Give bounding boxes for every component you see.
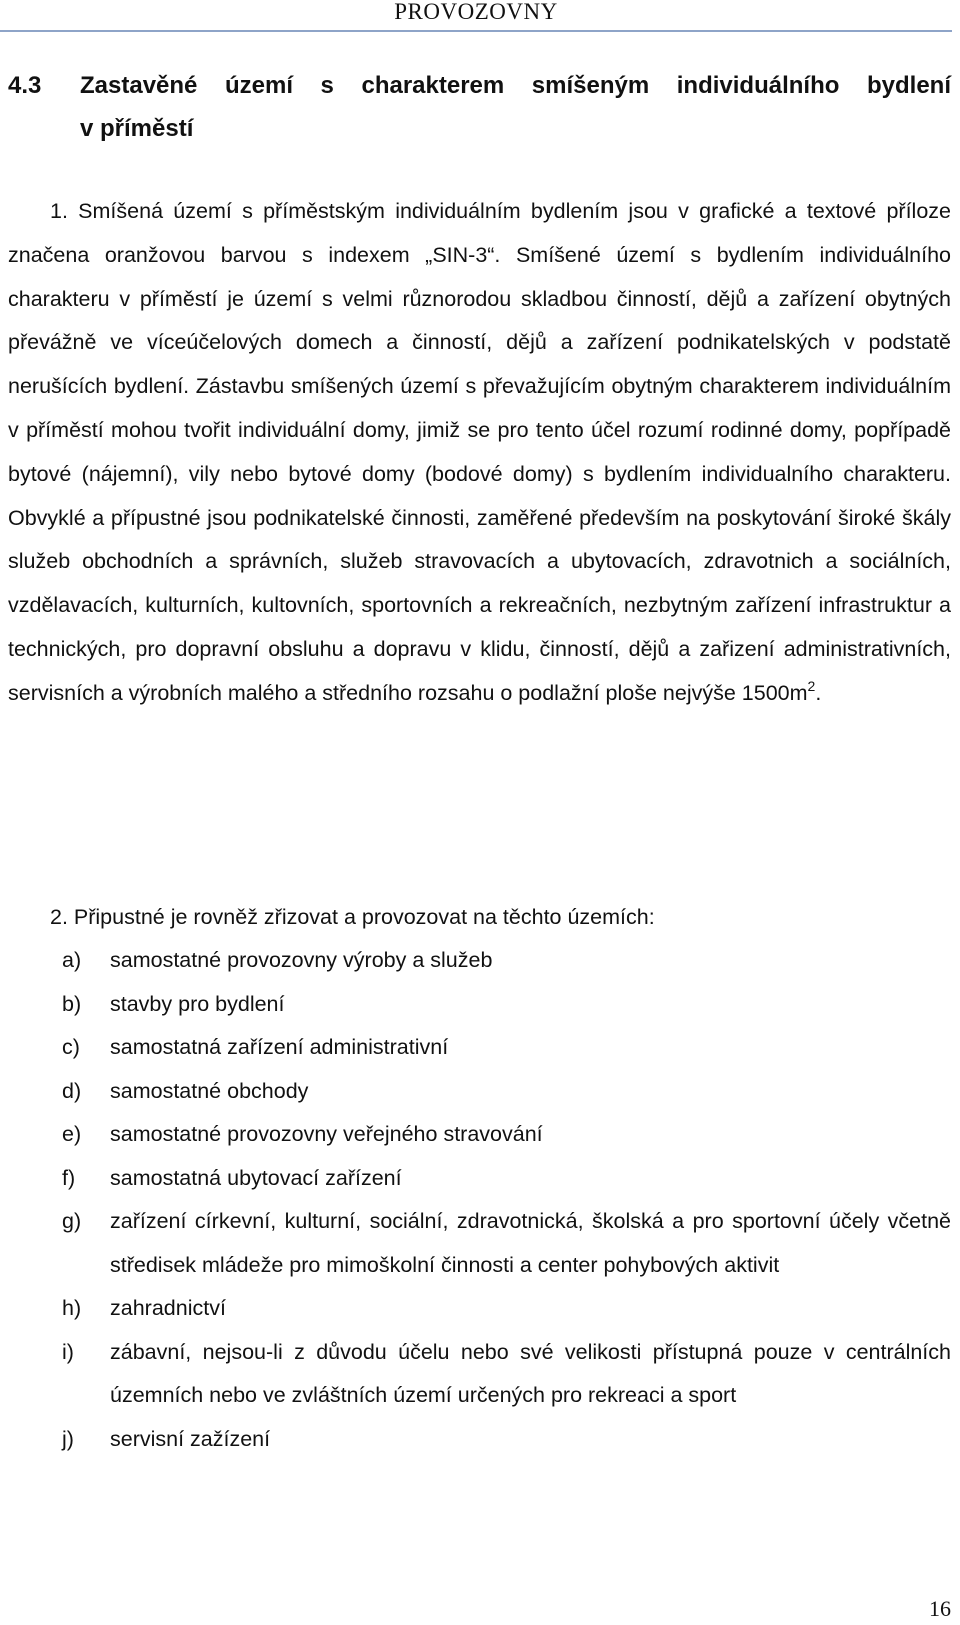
permitted-uses-list — [62, 939, 951, 1461]
list-item-label: e) — [62, 1122, 82, 1146]
list-item-text: samostatné provozovny veřejného stravování — [110, 1122, 543, 1146]
paragraph-2-intro: 2. Připustné je rovněž zřizovat a provozovat na těchto územích: — [50, 905, 655, 929]
list-item-label: d) — [62, 1078, 82, 1103]
list-item — [62, 1070, 951, 1114]
list-item-label: g) — [62, 1209, 82, 1233]
list-item-text: samostatné provozovny výroby a služeb — [110, 948, 493, 972]
list-item-text: zahradnictví — [110, 1296, 226, 1320]
list-item-label: a) — [62, 948, 82, 972]
section-title-line2: v příměstí — [80, 115, 194, 142]
header-title: PROVOZOVNY — [394, 0, 558, 24]
list-item-label: b) — [62, 991, 82, 1016]
list-item — [62, 1287, 951, 1331]
list-item-text: zábavní, nejsou-li z důvodu účelu nebo své velikosti přístupná pouze v centrálních územních nebo ve zvláštních území určených pro rekreaci a sport — [110, 1339, 951, 1407]
list-item-label: j) — [62, 1426, 74, 1451]
list-item-text: servisní zažízení — [110, 1426, 271, 1451]
list-item-text: stavby pro bydlení — [110, 991, 285, 1016]
list-item-label: f) — [62, 1165, 76, 1190]
page-header — [0, 0, 952, 32]
list-item-text: samostatná zařízení administrativní — [110, 1035, 449, 1059]
list-item — [62, 1418, 951, 1462]
list-item-label: c) — [62, 1035, 80, 1059]
list-item — [62, 1026, 951, 1070]
list-item — [62, 983, 951, 1027]
paragraph-1-text: 1. Smíšená území s příměstským individuálním bydlením jsou v grafické a textové příloze značena oranžovou barvou s indexem „SIN-3“. Smíšené území s bydlením individuálního charakteru v příměstí je území s velmi různorodou skladbou činností, dějů a zařízení obytných převážně ve víceúčelových domech a činností, dějů a zařízení podnikatelských v podstatě nerušících bydlení. Zástavbu smíšených území s převažujícím obytným charakterem individuálním v příměstí mohou tvořit individuální domy, jimiž se pro tento účel rozumí rodinné domy, popřípadě bytové (nájemní), vily nebo bytové domy (bodové domy) s bydlením individualního charakteru. Obvyklé a přípustné jsou podnikatelské činnosti, zaměřené především na poskytování široké škály služeb obchodních a správních, služeb stravovacích a ubytovacích, zdravotnich a sociálních, vzdělavacích, kulturních, kultovních, sportovních a rekreačních, nezbytným zařízení infrastruktur a technických, pro dopravní obsluhu a dopravu v klidu, činností, dějů a zařizení administrativních, servisních a výrobních malého a středního rozsahu o podlažní ploše nejvýše 1500m — [8, 199, 951, 705]
list-item — [62, 1331, 951, 1418]
list-item — [62, 939, 951, 983]
list-item — [62, 1157, 951, 1201]
list-item — [62, 1113, 951, 1157]
list-item-label: h) — [62, 1296, 82, 1320]
list-item-text: zařízení církevní, kulturní, sociální, zdravotnická, školská a pro sportovní účely včetně středisek mládeže pro mimoškolní činnosti a center pohybových aktivit — [110, 1209, 951, 1277]
paragraph-1 — [8, 190, 951, 716]
section-number: 4.3 — [8, 72, 42, 99]
list-item-text: samostatné obchody — [110, 1078, 309, 1103]
superscript: 2 — [807, 677, 816, 694]
section-title-line1: Zastavěné území s charakterem smíšeným individuálního bydlení — [80, 72, 951, 99]
page-number: 16 — [929, 1596, 951, 1621]
section-heading — [8, 64, 951, 150]
paragraph-1-end: . — [815, 680, 822, 705]
list-item-label: i) — [62, 1339, 74, 1364]
list-item — [62, 1200, 951, 1287]
list-item-text: samostatná ubytovací zařízení — [110, 1165, 402, 1190]
